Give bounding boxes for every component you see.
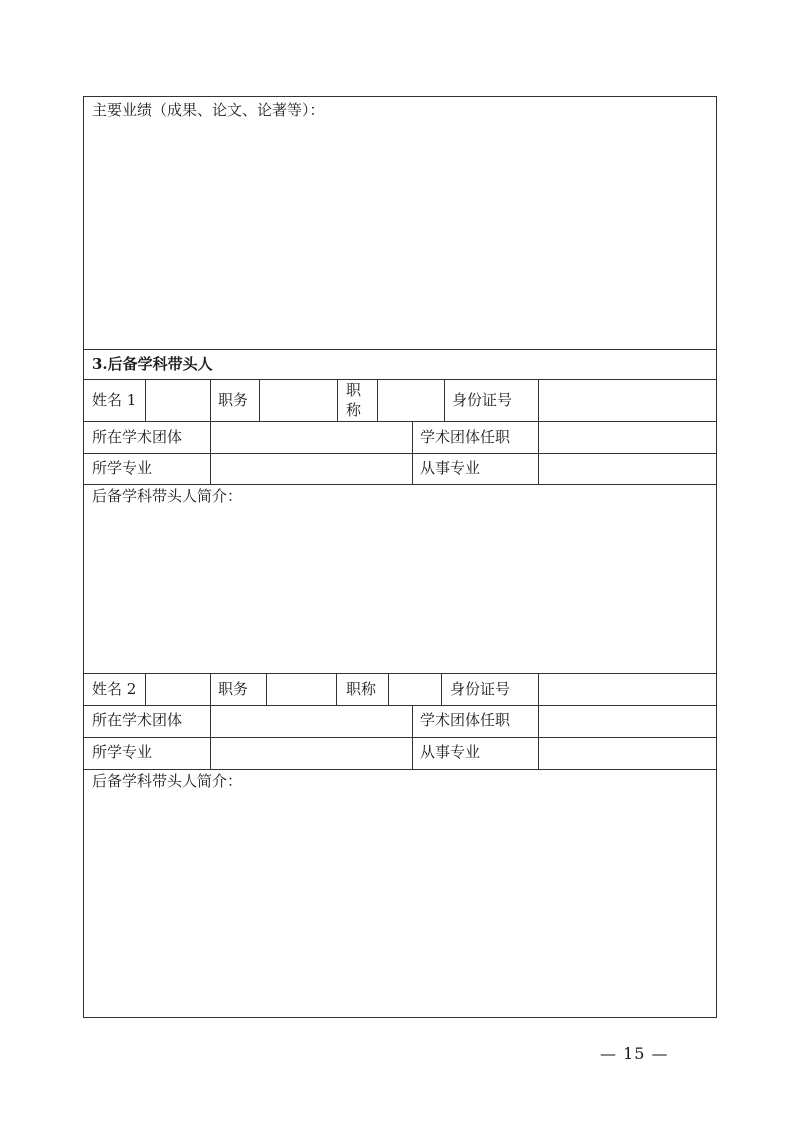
major-value-cell[interactable]: [211, 738, 411, 768]
title-label: 职称: [346, 680, 377, 698]
duty-label: 职务: [218, 391, 249, 409]
cell-divider: [210, 673, 211, 705]
org-position-value-cell[interactable]: [539, 706, 716, 736]
cell-divider: [441, 673, 442, 705]
page-number: — 15 —: [600, 1044, 669, 1063]
id-value-cell[interactable]: [539, 674, 716, 704]
id-label: 身份证号: [450, 680, 511, 698]
org-position-label: 学术团体任职: [420, 711, 511, 729]
name-label: 姓名 1: [92, 391, 137, 409]
org-position-value-cell[interactable]: [539, 422, 716, 452]
cell-divider: [412, 705, 413, 769]
work-major-value-cell[interactable]: [539, 454, 716, 483]
id-label: 身份证号: [452, 391, 513, 409]
id-value-cell[interactable]: [539, 380, 716, 420]
major-label: 所学专业: [92, 459, 153, 477]
name-value-cell[interactable]: [146, 674, 209, 704]
row-divider: [84, 484, 717, 485]
cell-divider: [412, 421, 413, 484]
title-label-top: 职: [346, 381, 362, 399]
title-label-bottom: 称: [346, 401, 362, 419]
work-major-value-cell[interactable]: [539, 738, 716, 768]
duty-label: 职务: [218, 680, 249, 698]
intro-label: 后备学科带头人简介：: [92, 487, 243, 505]
org-value-cell[interactable]: [211, 422, 411, 452]
cell-divider: [336, 673, 337, 705]
cell-divider: [210, 379, 211, 421]
row-divider: [84, 349, 717, 350]
org-value-cell[interactable]: [211, 706, 411, 736]
application-form-table: [83, 96, 717, 1018]
major-label: 所学专业: [92, 743, 153, 761]
major-value-cell[interactable]: [211, 454, 411, 483]
cell-divider: [337, 379, 338, 421]
org-label: 所在学术团体: [92, 711, 183, 729]
title-value-cell[interactable]: [378, 380, 443, 420]
duty-value-cell[interactable]: [267, 674, 335, 704]
work-major-label: 从事专业: [420, 743, 481, 761]
section-title: 3.后备学科带头人: [92, 355, 213, 373]
row-divider: [84, 769, 717, 770]
org-label: 所在学术团体: [92, 428, 183, 446]
work-major-label: 从事专业: [420, 459, 481, 477]
cell-divider: [444, 379, 445, 421]
org-position-label: 学术团体任职: [420, 428, 511, 446]
name-value-cell[interactable]: [146, 380, 209, 420]
intro-label: 后备学科带头人简介：: [92, 772, 243, 790]
achievements-label: 主要业绩（成果、论文、论著等）：: [92, 101, 325, 119]
title-value-cell[interactable]: [389, 674, 440, 704]
duty-value-cell[interactable]: [260, 380, 336, 420]
name-label: 姓名 2: [92, 680, 137, 698]
